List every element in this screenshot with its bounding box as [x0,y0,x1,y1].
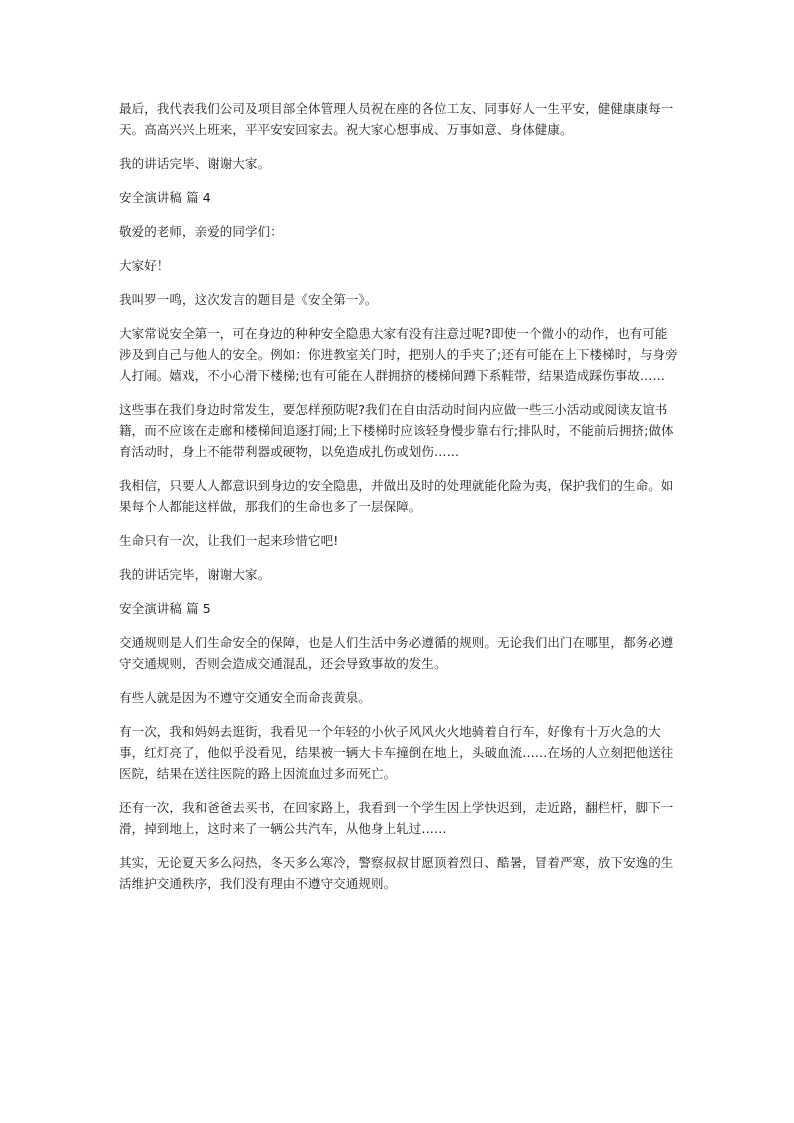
speech-title-intro: 我叫罗一鸣，这次发言的题目是《安全第一》。 [119,292,378,307]
body-paragraph: 有一次，我和妈妈去逛街，我看见一个年轻的小伙子风风火火地骑着自行车，好像有十万火急的大事，红灯亮了，他似乎没看见，结果被一辆大卡车撞倒在地上，头破血流……在场的人立刻把他送往医院，结果在送往医院的路上因流血过多而死亡。 [119,724,674,781]
closing-paragraph: 最后，我代表我们公司及项目部全体管理人员祝在座的各位工友、同事好人一生平安，健健康康每一天。高高兴兴上班来，平平安安回家去。祝大家心想事成、万事如意、身体健康。 [119,101,674,137]
section-heading-5: 安全演讲稿 篇 5 [119,601,211,616]
body-paragraph: 有些人就是因为不遵守交通安全而命丧黄泉。 [119,690,372,705]
body-paragraph: 其实，无论夏天多么闷热，冬天多么寒冷，警察叔叔甘愿顶着烈日、酷暑，冒着严寒，放下安逸的生活维护交通秩序，我们没有理由不遵守交通规则。 [119,855,674,891]
body-paragraph: 生命只有一次，让我们一起来珍惜它吧! [119,533,339,548]
body-paragraph: 大家常说安全第一，可在身边的种种安全隐患大家有没有注意过呢?即使一个微小的动作，也有可能涉及到自己与他人的安全。例如：你进教室关门时，把别人的手夹了;还有可能在上下楼梯时，与身旁人打闹。嬉戏，不小心滑下楼梯;也有可能在人群拥挤的楼梯间蹲下系鞋带，结果造成踩伤事故…… [119,326,678,383]
body-paragraph: 交通规则是人们生命安全的保障，也是人们生活中务必遵循的规则。无论我们出门在哪里，都务必遵守交通规则，否则会造成交通混乱，还会导致事故的发生。 [119,635,674,671]
body-paragraph: 我相信，只要人人都意识到身边的安全隐患，并做出及时的处理就能化险为夷，保护我们的生命。如果每个人都能这样做，那我们的生命也多了一层保障。 [119,478,674,514]
body-paragraph: 还有一次，我和爸爸去买书，在回家路上，我看到一个学生因上学快迟到，走近路，翻栏杆，脚下一滑，掉到地上，这时来了一辆公共汽车，从他身上轧过…… [119,800,674,836]
closing-thanks: 我的讲话完毕、谢谢大家。 [119,156,271,171]
closing-thanks: 我的讲话完毕，谢谢大家。 [119,567,271,582]
document-body [119,98,679,907]
salutation: 敬爱的老师，亲爱的同学们： [119,224,283,239]
body-paragraph: 这些事在我们身边时常发生，要怎样预防呢?我们在自由活动时间内应做一些三小活动或阅读友谊书籍，而不应该在走廊和楼梯间追逐打闹;上下楼梯时应该轻身慢步靠右行;排队时，不能前后拥挤;做体育活动时，身上不能带利器或硬物，以免造成扎伤或划伤…… [119,402,674,459]
section-heading-4: 安全演讲稿 篇 4 [119,190,211,205]
greeting: 大家好！ [119,258,170,273]
